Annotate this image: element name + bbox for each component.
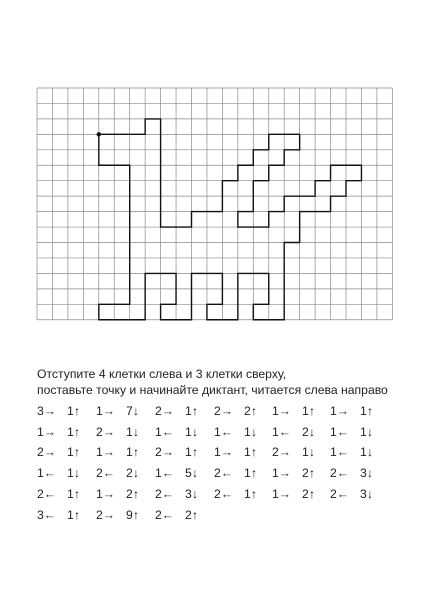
dictation-command: 2↑ <box>244 404 257 418</box>
dictation-command: 2← <box>155 486 174 501</box>
dictation-command: 2↑ <box>302 486 315 501</box>
dictation-command: 1↓ <box>360 445 373 460</box>
instruction-line-2: поставьте точку и начинайте диктант, читается слева направо <box>37 383 388 397</box>
dictation-command: 1↑ <box>360 404 373 418</box>
dictation-command: 1↓ <box>126 424 139 439</box>
dictation-command: 2→ <box>96 507 115 522</box>
dictation-command: 1↓ <box>185 424 198 439</box>
dictation-command: 1→ <box>272 486 291 501</box>
instruction-line-1: Отступите 4 клетки слева и 3 клетки сверху, <box>37 367 287 381</box>
dictation-command: 2→ <box>272 445 291 460</box>
dictation-command: 1← <box>330 445 349 460</box>
dictation-command: 1↑ <box>67 445 80 460</box>
dictation-command: 1← <box>214 424 233 439</box>
dictation-command: 1→ <box>214 445 233 460</box>
dictation-command: 1↑ <box>67 424 80 439</box>
dictation-command: 2→ <box>96 424 115 439</box>
dictation-command: 1↓ <box>302 445 315 460</box>
dictation-command: 1→ <box>96 486 115 501</box>
dictation-command: 1→ <box>96 445 115 460</box>
dictation-command: 1← <box>155 424 174 439</box>
dictation-command: 3→ <box>37 404 56 418</box>
grid-lines <box>37 88 392 320</box>
dictation-command: 2← <box>37 486 56 501</box>
dictation-command: 3↓ <box>360 466 373 481</box>
dictation-command: 1↑ <box>244 445 257 460</box>
dictation-command: 1↑ <box>244 466 257 481</box>
dictation-command: 2→ <box>155 445 174 460</box>
dog-figure-path <box>99 119 362 320</box>
dictation-command: 2← <box>96 466 115 481</box>
dictation-command: 1↑ <box>244 486 257 501</box>
dictation-command: 1↓ <box>244 424 257 439</box>
dictation-command: 2→ <box>214 404 233 418</box>
dictation-command: 1← <box>330 424 349 439</box>
dictation-command: 1↑ <box>185 445 198 460</box>
dictation-command: 3↓ <box>360 486 373 501</box>
dictation-command: 3↓ <box>185 486 198 501</box>
dictation-command: 3← <box>37 507 56 522</box>
dictation-command: 1↑ <box>67 404 80 418</box>
dictation-command: 7↓ <box>126 404 139 418</box>
dictation-command: 2↓ <box>126 466 139 481</box>
dictation-command: 1→ <box>272 404 291 418</box>
dictation-command: 1← <box>155 466 174 481</box>
dictation-command: 1→ <box>330 404 349 418</box>
dictation-command: 2↓ <box>302 424 315 439</box>
dictation-command: 1→ <box>96 404 115 418</box>
dictation-command: 2↑ <box>302 466 315 481</box>
dictation-command: 9↑ <box>126 507 139 522</box>
dictation-command: 1↑ <box>302 404 315 418</box>
dictation-command: 1↑ <box>67 486 80 501</box>
start-point-dot <box>97 132 101 136</box>
dictation-command: 1← <box>272 424 291 439</box>
dictation-command: 2↑ <box>185 507 198 522</box>
dictation-command: 1↑ <box>185 404 198 418</box>
dictation-command: 5↓ <box>185 466 198 481</box>
dictation-command: 1↑ <box>126 445 139 460</box>
dictation-command: 2→ <box>155 404 174 418</box>
dictation-command: 1← <box>37 466 56 481</box>
dictation-command: 2← <box>330 466 349 481</box>
dictation-command: 1↓ <box>360 424 373 439</box>
dictation-command: 1→ <box>272 466 291 481</box>
dictation-command: 2← <box>214 486 233 501</box>
dictation-command: 2← <box>155 507 174 522</box>
dictation-command: 2→ <box>37 445 56 460</box>
dictation-command: 2↑ <box>126 486 139 501</box>
dictation-command: 2← <box>214 466 233 481</box>
dictation-command: 2← <box>330 486 349 501</box>
dictation-command: 1↓ <box>67 466 80 481</box>
dictation-command: 1↑ <box>67 507 80 522</box>
dictation-command: 1→ <box>37 424 56 439</box>
